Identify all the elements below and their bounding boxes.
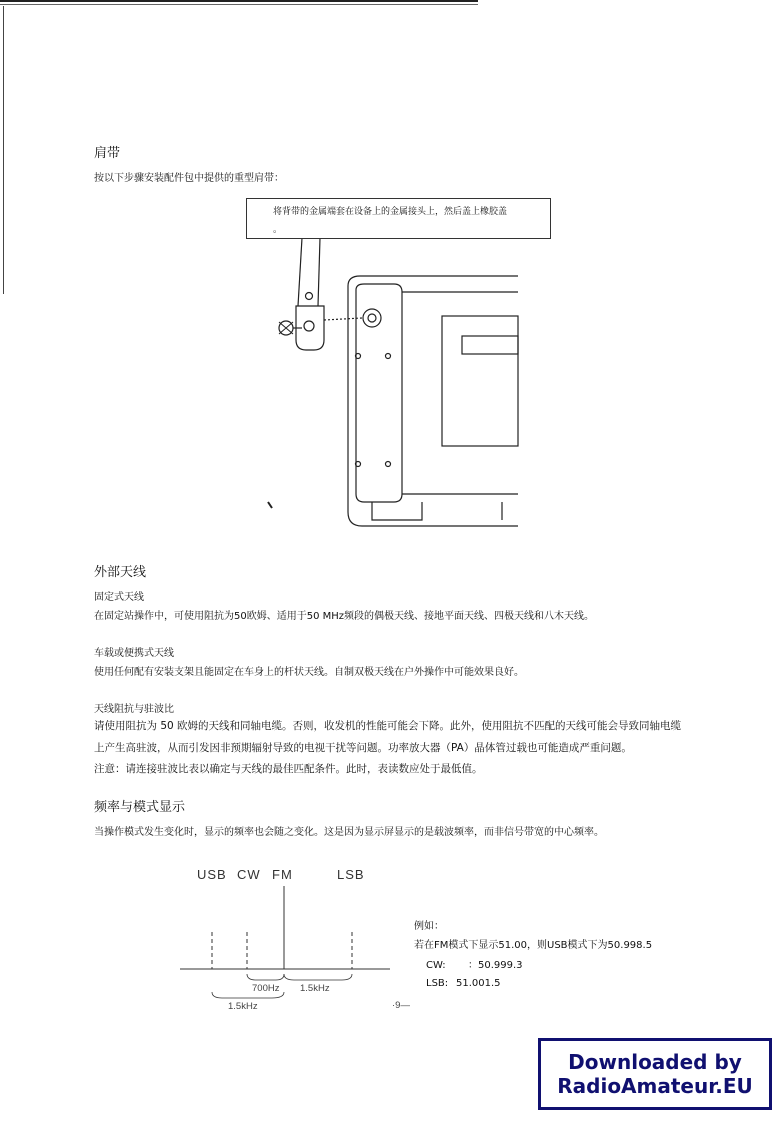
fixed-antenna-text: 在固定站操作中，可使用阻抗为50欧姆、适用于50 MHz频段的偶极天线、接地平面天线、四极天线和八木天线。 [94,611,595,622]
page-number: ·9— [392,1000,410,1011]
frequency-diagram [176,884,396,1014]
watermark-line-2: RadioAmateur.EU [557,1074,753,1098]
top-rule [0,0,478,2]
example-lsb-value: 51.001.5 [456,978,501,989]
watermark-text [557,1050,753,1098]
mobile-antenna-title: 车载或便携式天线 [94,648,174,659]
display-title: 频率与模式显示 [94,800,186,815]
example-cw-label: CW: [426,960,446,971]
dim-1-5khz-right: 1.5kHz [300,983,330,994]
antenna-title: 外部天线 [94,565,147,580]
strap-callout [246,198,551,239]
swr-line-2: 上产生高驻波，从而引发因非预期辐射导致的电视干扰等问题。功率放大器（PA）晶体管过载也可能造成严重问题。 [94,742,632,754]
label-fm: FM [272,867,293,882]
callout-line-2: 。 [273,225,283,235]
example-lsb-label: LSB: [426,978,449,989]
example-line-1: 若在FM模式下显示51.00，则USB模式下为50.998.5 [414,940,653,951]
fixed-antenna-title: 固定式天线 [94,592,144,603]
swr-line-1: 请使用阻抗为 50 欧姆的天线和同轴电缆。否则，收发机的性能可能会下降。此外，使用阻抗不匹配的天线可能会导致同轴电缆 [94,720,682,732]
label-cw: CW [237,867,261,882]
swr-title: 天线阻抗与驻波比 [94,704,174,715]
top-rule-thin [0,4,478,5]
label-usb: USB [197,867,227,882]
strap-title: 肩带 [94,146,121,161]
example-heading: 例如： [414,921,444,932]
strap-illustration [262,236,522,536]
watermark-box [538,1038,772,1110]
strap-intro: 按以下步骤安装配件包中提供的重型肩带： [94,173,284,184]
dim-1-5khz-bottom: 1.5kHz [228,1001,258,1012]
swr-line-3: 注意：请连接驻波比表以确定与天线的最佳匹配条件。此时，表读数应处于最低值。 [94,763,483,775]
dim-700hz: 700Hz [252,983,280,994]
left-margin-rule [3,6,4,294]
callout-line-1: 将背带的金属端套在设备上的金属接头上，然后盖上橡胶盖 [273,207,508,217]
watermark-line-1: Downloaded by [568,1050,742,1074]
display-text: 当操作模式发生变化时，显示的频率也会随之变化。这是因为显示屏显示的是载波频率，而非信号带宽的中心频率。 [94,827,604,838]
mobile-antenna-text: 使用任何配有安装支架且能固定在车身上的杆状天线。自制双极天线在户外操作中可能效果良好。 [94,667,524,678]
example-cw-value: ：50.999.3 [468,960,523,971]
label-lsb: LSB [337,867,365,882]
